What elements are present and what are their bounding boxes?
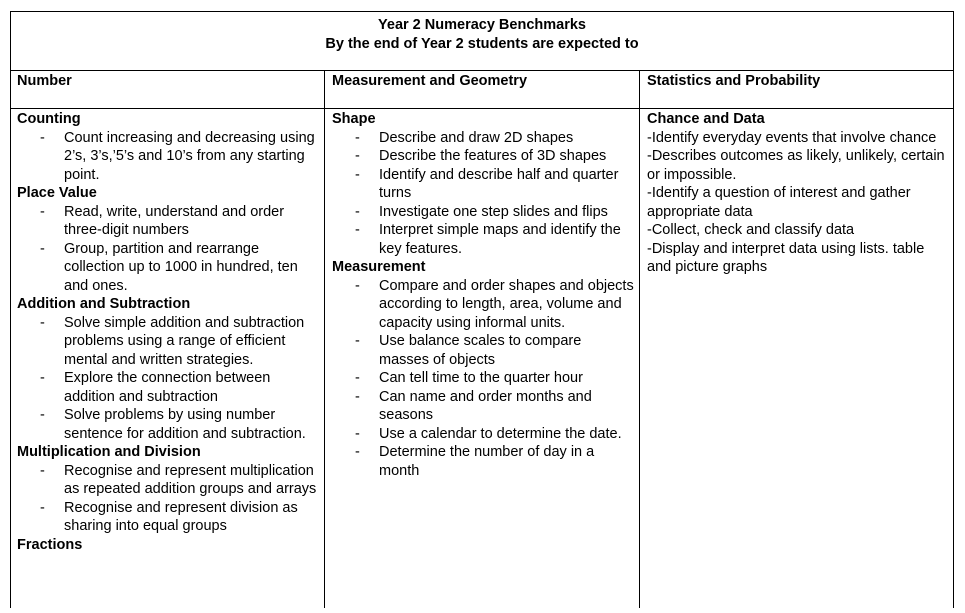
statistics-line: -Identify a question of interest and gather appropriate data [647, 185, 911, 220]
list-item-text: Determine the number of day in a month [379, 444, 595, 479]
list-item [17, 203, 321, 240]
bullet-list [17, 129, 321, 185]
dash-bullet-icon: - [40, 499, 45, 516]
bullet-list [17, 203, 321, 296]
list-item-text: Solve problems by using number sentence for addition and subtraction. [64, 407, 306, 442]
list-item-text: Read, write, understand and order three-digit numbers [64, 203, 285, 238]
column-divider [324, 70, 325, 608]
header-measurement-geometry: Measurement and Geometry [332, 73, 528, 89]
list-item-text: Recognise and represent division as sharing into equal groups [64, 499, 298, 534]
list-item [332, 129, 634, 148]
list-item-text: Can name and order months and seasons [379, 388, 592, 423]
section-heading-multiplication-and-division: Multiplication and Division [17, 444, 201, 460]
list-item [17, 369, 321, 406]
list-item [332, 332, 634, 369]
list-item [332, 221, 634, 258]
list-item [332, 425, 634, 444]
list-item-text: Can tell time to the quarter hour [379, 370, 583, 386]
list-item [332, 277, 634, 333]
list-item-text: Solve simple addition and subtraction problems using a range of efficient mental and written strategies. [64, 314, 305, 368]
bullet-list [332, 129, 634, 259]
list-item-text: Describe and draw 2D shapes [379, 129, 574, 146]
column-divider [639, 70, 640, 608]
statistics-lines [647, 129, 947, 277]
list-item-text: Compare and order shapes and objects according to length, area, volume and capacity using informal units. [379, 277, 634, 331]
bullet-list [17, 314, 321, 444]
dash-bullet-icon: - [355, 166, 360, 183]
dash-bullet-icon: - [40, 314, 45, 331]
dash-bullet-icon: - [355, 388, 360, 405]
list-item-text: Investigate one step slides and flips [379, 203, 608, 220]
section-heading-measurement: Measurement [332, 259, 426, 275]
dash-bullet-icon: - [355, 203, 360, 220]
list-item [332, 147, 634, 166]
section-heading-addition-and-subtraction: Addition and Subtraction [17, 296, 191, 312]
list-item-text: Recognise and represent multiplication as repeated addition groups and arrays [64, 462, 317, 497]
list-item-text: Identify and describe half and quarter turns [379, 166, 619, 201]
section-heading-counting: Counting [17, 111, 81, 127]
dash-bullet-icon: - [355, 277, 360, 294]
dash-bullet-icon: - [355, 148, 360, 164]
dash-bullet-icon: - [40, 462, 45, 479]
list-item-text: Interpret simple maps and identify the key features. [379, 222, 621, 257]
list-item [332, 369, 634, 388]
list-item-text: Describe the features of 3D shapes [379, 148, 607, 164]
list-item [17, 406, 321, 443]
dash-bullet-icon: - [355, 129, 360, 146]
bullet-list [332, 277, 634, 481]
bullet-list [17, 462, 321, 536]
dash-bullet-icon: - [40, 370, 45, 386]
section-heading-shape: Shape [332, 111, 376, 127]
list-item-text: Count increasing and decreasing using 2’s, 3’s,’5’s and 10’s from any starting point. [64, 129, 315, 183]
list-item [17, 462, 321, 499]
list-item [332, 443, 634, 480]
statistics-line: -Collect, check and classify data [647, 222, 855, 238]
statistics-line: -Describes outcomes as likely, unlikely, certain or impossible. [647, 148, 945, 183]
statistics-line: -Identify everyday events that involve chance [647, 129, 937, 146]
list-item [17, 240, 321, 296]
dash-bullet-icon: - [40, 407, 45, 423]
header-number: Number [17, 73, 72, 89]
section-heading-chance-and-data: Chance and Data [647, 111, 765, 127]
section-heading-fractions: Fractions [17, 536, 83, 553]
dash-bullet-icon: - [40, 129, 45, 146]
list-item-text: Group, partition and rearrange collection up to 1000 in hundred, ten and ones. [64, 240, 298, 294]
list-item-text: Use a calendar to determine the date. [379, 425, 622, 442]
dash-bullet-icon: - [355, 444, 360, 460]
section-heading-place-value: Place Value [17, 185, 97, 201]
header-statistics-probability: Statistics and Probability [647, 73, 821, 89]
dash-bullet-icon: - [40, 203, 45, 220]
measurement-column [332, 110, 634, 480]
document-subtitle: By the end of Year 2 students are expected to [325, 36, 639, 52]
number-column [17, 110, 321, 554]
title-row [11, 12, 953, 71]
list-item [332, 203, 634, 222]
list-item [332, 388, 634, 425]
dash-bullet-icon: - [355, 370, 360, 386]
list-item-text: Explore the connection between addition and subtraction [64, 370, 271, 405]
benchmarks-table [10, 11, 954, 608]
dash-bullet-icon: - [355, 425, 360, 442]
dash-bullet-icon: - [355, 222, 360, 238]
list-item [17, 314, 321, 370]
list-item [17, 499, 321, 536]
list-item [17, 129, 321, 185]
list-item-text: Use balance scales to compare masses of objects [379, 333, 582, 368]
list-item [332, 166, 634, 203]
dash-bullet-icon: - [40, 240, 45, 257]
dash-bullet-icon: - [355, 333, 360, 349]
document-title: Year 2 Numeracy Benchmarks [378, 17, 586, 33]
statistics-line: -Display and interpret data using lists. table and picture graphs [647, 240, 925, 275]
statistics-column [647, 110, 947, 277]
